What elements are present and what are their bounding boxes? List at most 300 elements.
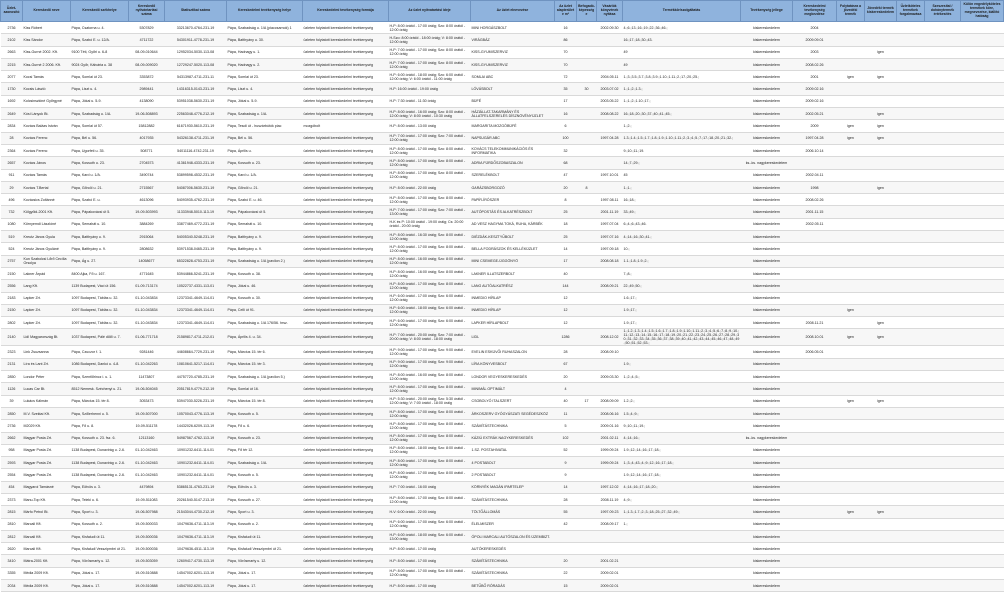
- table-cell[interactable]: 524: [1, 243, 23, 255]
- table-cell[interactable]: Pápa, Fő tér 12.: [227, 444, 303, 456]
- table-cell[interactable]: 2002.05.21: [793, 108, 837, 120]
- table-cell[interactable]: [793, 457, 837, 469]
- table-row[interactable]: [1, 469, 1004, 481]
- table-row[interactable]: [1, 371, 1004, 383]
- table-cell[interactable]: H-P: 8:00 órától - 17:00 óráig: [389, 580, 471, 592]
- table-cell[interactable]: üzleten folytatott kereskedelmi tevékenység: [303, 304, 389, 316]
- table-cell[interactable]: Média 2009 Kft.: [23, 580, 71, 592]
- table-cell[interactable]: [897, 506, 925, 518]
- table-cell[interactable]: 2009.02.01: [597, 580, 623, 592]
- table-cell[interactable]: [925, 518, 961, 530]
- table-row[interactable]: [1, 304, 1004, 316]
- table-cell[interactable]: 1999.09.24: [597, 444, 623, 456]
- table-cell[interactable]: 72: [555, 71, 577, 83]
- table-cell[interactable]: [925, 407, 961, 419]
- table-cell[interactable]: 2008.09.17: [597, 518, 623, 530]
- table-cell[interactable]: 01-10-042463: [129, 444, 165, 456]
- table-cell[interactable]: KÖRNYÉK MAGÁN IPARTELEP: [471, 481, 555, 493]
- column-header[interactable]: Szeszesital / dohánytermék értékesítés: [925, 1, 961, 22]
- table-cell[interactable]: 16: [555, 22, 577, 34]
- table-cell[interactable]: [897, 34, 925, 46]
- table-cell[interactable]: üzleten folytatott kereskedelmi tevékenység: [303, 34, 389, 46]
- table-cell[interactable]: 9: [555, 469, 577, 481]
- table-cell[interactable]: igen: [865, 181, 897, 193]
- table-cell[interactable]: 2850: [1, 407, 23, 419]
- table-cell[interactable]: H-P: 8:00 órától - 17:00 óráig; Szo: 8:00 órától - 12:00 óráig: [389, 493, 471, 505]
- table-cell[interactable]: 4771645: [129, 267, 165, 279]
- table-cell[interactable]: 2802: [1, 317, 23, 329]
- table-cell[interactable]: Pápa, Bél u. 56.: [71, 132, 129, 144]
- table-cell[interactable]: [837, 358, 865, 370]
- table-cell[interactable]: 08-09-009020: [129, 58, 165, 70]
- table-row[interactable]: [1, 46, 1004, 58]
- table-cell[interactable]: Pápa, Szabadság u. 1/A 176/56. hrsz.: [227, 317, 303, 329]
- table-cell[interactable]: 11: [555, 407, 577, 419]
- table-cell[interactable]: [865, 157, 897, 169]
- table-cell[interactable]: Kolcsinszkiné Győrgyné: [23, 95, 71, 107]
- table-cell[interactable]: 16.;17.;18.;30.;43.: [623, 34, 741, 46]
- table-cell[interactable]: [925, 469, 961, 481]
- table-cell[interactable]: [925, 444, 961, 456]
- table-cell[interactable]: 67: [555, 358, 577, 370]
- table-cell[interactable]: H-P: 6:00 órától - 18:00 óráig; Szo: 6:00 órától - 12:00 óráig; V: 6:00 órától - 11:00 óráig: [389, 71, 471, 83]
- table-cell[interactable]: kiskereskedelem: [741, 83, 793, 95]
- table-cell[interactable]: [865, 358, 897, 370]
- table-cell[interactable]: 2008.09.10: [597, 346, 623, 358]
- table-cell[interactable]: [865, 206, 897, 218]
- table-cell[interactable]: Pápa, Szabó E. u. 12/A.: [71, 34, 129, 46]
- table-cell[interactable]: [597, 34, 623, 46]
- table-cell[interactable]: 1138 Budapest, Dunavirág u. 2-6.: [71, 469, 129, 481]
- table-cell[interactable]: Pápa, Szabó E. u.: [71, 194, 129, 206]
- table-cell[interactable]: 2002.04.11: [793, 169, 837, 181]
- table-cell[interactable]: 19-09-503993: [129, 206, 165, 218]
- table-cell[interactable]: [597, 144, 623, 156]
- table-cell[interactable]: [925, 34, 961, 46]
- table-cell[interactable]: [897, 157, 925, 169]
- table-cell[interactable]: [597, 267, 623, 279]
- table-cell[interactable]: [837, 243, 865, 255]
- table-cell[interactable]: 2009.02.16: [793, 95, 837, 107]
- table-cell[interactable]: H-P: 8:00 órától - 17:00 óráig; Szo: 8:00 órától - 12:00 óráig: [389, 383, 471, 395]
- table-cell[interactable]: 19-09-511178: [129, 420, 165, 432]
- column-header[interactable]: Vásárlók könyvének nyitása: [597, 1, 623, 22]
- table-cell[interactable]: [925, 567, 961, 579]
- table-cell[interactable]: 2008.06.16: [597, 407, 623, 419]
- table-cell[interactable]: [865, 83, 897, 95]
- table-cell[interactable]: [837, 518, 865, 530]
- table-cell[interactable]: 53865131-4763-231-19: [165, 481, 227, 493]
- table-cell[interactable]: Manu-Top Kft.: [23, 493, 71, 505]
- table-cell[interactable]: 2736: [1, 420, 23, 432]
- table-cell[interactable]: [865, 243, 897, 255]
- table-cell[interactable]: 144: [555, 280, 577, 292]
- table-cell[interactable]: üzleten folytatott kereskedelmi tevékenység: [303, 194, 389, 206]
- table-cell[interactable]: 20517819-4779-212-19: [165, 383, 227, 395]
- table-cell[interactable]: kiskereskedelem: [741, 493, 793, 505]
- table-cell[interactable]: Pápa, Április 4. u. 34.: [227, 329, 303, 346]
- table-cell[interactable]: 1.9.;: [623, 358, 741, 370]
- table-cell[interactable]: [865, 255, 897, 267]
- table-cell[interactable]: [865, 543, 897, 555]
- table-cell[interactable]: H-P: 8:00 órától - 17:00 óráig; Szo: 8:00 órától - 12:00 óráig: [389, 169, 471, 181]
- table-cell[interactable]: 14: [555, 243, 577, 255]
- table-cell[interactable]: H-P: 8:00 órától - 17:00 óráig; Szo: 8:00 órától - 12:00 óráig: [389, 194, 471, 206]
- table-cell[interactable]: üzleten folytatott kereskedelmi tevékenység: [303, 181, 389, 193]
- column-header[interactable]: Külön engedélyköteles termékek köre, megnevezése, kiállító hatóság: [961, 1, 1004, 22]
- table-cell[interactable]: 68: [555, 157, 577, 169]
- table-cell[interactable]: 16: [555, 108, 577, 120]
- table-cell[interactable]: Kiss Sándor: [23, 34, 71, 46]
- table-cell[interactable]: [577, 58, 597, 70]
- table-cell[interactable]: 1.;1.3.;1.7.;2.;3.;18.;25.;27.;32.;49.;: [623, 506, 741, 518]
- table-cell[interactable]: üzleten folytatott kereskedelmi tevékenység: [303, 506, 389, 518]
- table-cell[interactable]: 2215: [1, 58, 23, 70]
- table-cell[interactable]: SZERELÉKBOLT: [471, 169, 555, 181]
- table-cell[interactable]: [897, 108, 925, 120]
- table-cell[interactable]: 2757: [1, 255, 23, 267]
- table-cell[interactable]: [865, 304, 897, 316]
- table-cell[interactable]: kiskereskedelem: [741, 22, 793, 34]
- table-cell[interactable]: 1.;2.;4.;5.;: [623, 371, 741, 383]
- table-cell[interactable]: 54313987-4711-231-11: [165, 71, 227, 83]
- table-cell[interactable]: [793, 518, 837, 530]
- table-cell[interactable]: 19-09-510888: [129, 567, 165, 579]
- table-cell[interactable]: 4138090: [129, 95, 165, 107]
- table-cell[interactable]: H-P: 8:00 órától - 17:00 óráig; Szo: 8:00 órától - 12:00 óráig: [389, 22, 471, 34]
- table-cell[interactable]: H-P: 8:00 órától - 17:00 óráig; Szo: 8:00 órától - 12:00 óráig: [389, 243, 471, 255]
- table-cell[interactable]: Pápa, Kisfaludi Vesszipmbrí út 21.: [227, 543, 303, 555]
- table-cell[interactable]: [623, 383, 741, 395]
- table-cell[interactable]: 01-06-771718: [129, 329, 165, 346]
- table-cell[interactable]: [577, 132, 597, 144]
- table-cell[interactable]: 10901232-6411-114-01: [165, 457, 227, 469]
- table-cell[interactable]: [577, 108, 597, 120]
- table-cell[interactable]: kiskereskedelem: [741, 243, 793, 255]
- table-cell[interactable]: [623, 580, 741, 592]
- table-cell[interactable]: kiskereskedelem: [741, 132, 793, 144]
- table-cell[interactable]: 19-06-508893: [129, 108, 165, 120]
- table-cell[interactable]: 28: [555, 493, 577, 505]
- table-cell[interactable]: [837, 457, 865, 469]
- table-cell[interactable]: [623, 567, 741, 579]
- table-cell[interactable]: [597, 157, 623, 169]
- table-cell[interactable]: [961, 218, 1004, 230]
- table-cell[interactable]: [925, 317, 961, 329]
- table-cell[interactable]: [577, 169, 597, 181]
- table-cell[interactable]: [793, 493, 837, 505]
- table-cell[interactable]: 2008.09.21: [597, 280, 623, 292]
- table-cell[interactable]: H-P: 8:00 órától - 17:00 óráig; Szo: 8:00 órától - 12:00 óráig: [389, 432, 471, 444]
- table-cell[interactable]: Magyar Posta Zrt.: [23, 457, 71, 469]
- table-cell[interactable]: üzleten folytatott kereskedelmi tevékenység: [303, 543, 389, 555]
- table-cell[interactable]: [961, 169, 1004, 181]
- table-row[interactable]: [1, 329, 1004, 346]
- table-cell[interactable]: [925, 157, 961, 169]
- table-cell[interactable]: LAKNER ILLATSZERBOLT: [471, 267, 555, 279]
- table-cell[interactable]: 2150: [1, 304, 23, 316]
- table-cell[interactable]: H-P: 8:00 órától - 16:00 óráig; Szo: 8:00 órától - 12:00 óráig: [389, 267, 471, 279]
- table-cell[interactable]: [837, 34, 865, 46]
- table-cell[interactable]: Pápa, Szabadság u. 1/A.: [227, 457, 303, 469]
- table-cell[interactable]: 2008.08.22: [597, 108, 623, 120]
- table-cell[interactable]: [577, 292, 597, 304]
- table-cell[interactable]: 16.;18.;: [623, 194, 741, 206]
- table-cell[interactable]: [925, 493, 961, 505]
- table-cell[interactable]: 14316315-0143-231-19: [165, 83, 227, 95]
- table-cell[interactable]: Kovács Tamás: [23, 169, 71, 181]
- table-cell[interactable]: Pápa, Fő u. 6.: [227, 420, 303, 432]
- table-cell[interactable]: [961, 22, 1004, 34]
- table-cell[interactable]: üzleten folytatott kereskedelmi tevékenység: [303, 95, 389, 107]
- table-cell[interactable]: [577, 267, 597, 279]
- table-cell[interactable]: üzleten folytatott kereskedelmi tevékenység: [303, 46, 389, 58]
- table-cell[interactable]: [897, 169, 925, 181]
- table-cell[interactable]: 19-09-507000: [129, 407, 165, 419]
- table-cell[interactable]: KISS-GYUMISZERVIZ: [471, 58, 555, 70]
- table-cell[interactable]: kiskereskedelem: [741, 58, 793, 70]
- table-cell[interactable]: TÖLTŐÁLLOMÁS: [471, 506, 555, 518]
- table-cell[interactable]: [961, 469, 1004, 481]
- table-cell[interactable]: Kiss-Gurné 2 2006. Kft.: [23, 58, 71, 70]
- column-header[interactable]: Tevékenység jellege: [741, 1, 793, 22]
- table-cell[interactable]: [925, 22, 961, 34]
- table-cell[interactable]: kiskereskedelem: [741, 457, 793, 469]
- table-cell[interactable]: kiskereskedelem: [741, 267, 793, 279]
- table-cell[interactable]: 29: [1, 181, 23, 193]
- table-cell[interactable]: kiskereskedelem: [741, 383, 793, 395]
- table-cell[interactable]: 16.;18.;20.;30.;37.;40.;41.;45.;: [623, 108, 741, 120]
- table-cell[interactable]: H-P: 7:00 órától - 17:00 óráig; Szo: 7:00 órától - 12:00 óráig: [389, 132, 471, 144]
- table-cell[interactable]: [793, 267, 837, 279]
- table-cell[interactable]: [793, 243, 837, 255]
- table-cell[interactable]: [597, 304, 623, 316]
- table-cell[interactable]: [577, 420, 597, 432]
- table-cell[interactable]: Kreutz János Gyuláné: [23, 243, 71, 255]
- table-cell[interactable]: 2009.03.30: [597, 371, 623, 383]
- table-cell[interactable]: Pápa, Tesoli út - huszárbútók piac: [227, 120, 303, 132]
- table-cell[interactable]: 519: [1, 231, 23, 243]
- table-cell[interactable]: 2663: [1, 46, 23, 58]
- table-cell[interactable]: 1.;3.;3.5.;3.7.;3.8.;3.9.;1.10.;1.11.;2.;17.;20.;25.;: [623, 71, 741, 83]
- table-cell[interactable]: 2009.01.16: [597, 420, 623, 432]
- table-cell[interactable]: [597, 58, 623, 70]
- table-cell[interactable]: kiskereskedelem: [741, 481, 793, 493]
- table-cell[interactable]: [597, 46, 623, 58]
- table-cell[interactable]: LÓVÁSBOLT: [471, 83, 555, 95]
- table-cell[interactable]: kiskereskedelem: [741, 518, 793, 530]
- column-header[interactable]: Termékkör/szolgáltatás: [623, 1, 741, 22]
- table-cell[interactable]: Pápa, Jókai u. 17.: [71, 580, 129, 592]
- table-cell[interactable]: Pápa, Gőrcöl u. 21.: [71, 181, 129, 193]
- table-row[interactable]: [1, 206, 1004, 218]
- table-cell[interactable]: [837, 469, 865, 481]
- table-cell[interactable]: Pápa, Szentlőrincz i. u. 1.: [71, 371, 129, 383]
- table-cell[interactable]: 2001: [793, 71, 837, 83]
- table-cell[interactable]: kiskereskedelem: [741, 317, 793, 329]
- table-cell[interactable]: 53971538-0465-231-19: [165, 243, 227, 255]
- table-cell[interactable]: 54093935-4762-231-19: [165, 194, 227, 206]
- table-cell[interactable]: 4.;14.;16.;17.;18.;20.;: [623, 481, 741, 493]
- table-cell[interactable]: INMEDIO HÍRLAP: [471, 304, 555, 316]
- table-cell[interactable]: H-P: 9:00 órától - 17:00 óráig; Szo: 9:00 órától - 12:00 óráig: [389, 346, 471, 358]
- table-cell[interactable]: üzleten folytatott kereskedelmi tevékenység: [303, 481, 389, 493]
- table-cell[interactable]: igen: [837, 329, 865, 346]
- table-cell[interactable]: HÁZIÁLLAT-TAKARMÁNY ÉS ÁLLATFELSZERELÉS DÍSZNÖVÉNYÜZLET: [471, 108, 555, 120]
- table-cell[interactable]: 49: [623, 46, 741, 58]
- table-cell[interactable]: 54087006-5630-231-19: [165, 181, 227, 193]
- table-cell[interactable]: [925, 580, 961, 592]
- table-cell[interactable]: üzleten folytatott kereskedelmi tevékenység: [303, 580, 389, 592]
- table-cell[interactable]: Pápa, Kossuth u. 23. fsz. 6.: [71, 432, 129, 444]
- table-cell[interactable]: Pápa, Szabadság u. 1/A (pavilon 5.): [227, 371, 303, 383]
- table-cell[interactable]: kiskereskedelem: [741, 255, 793, 267]
- table-cell[interactable]: MINI HORGÁSZBOLT: [471, 22, 555, 34]
- table-cell[interactable]: üzleten folytatott kereskedelmi tevékenység: [303, 280, 389, 292]
- table-cell[interactable]: 1.;3.;4.;43.;4.;9.;12.;16.;17.;18.;: [623, 457, 741, 469]
- table-cell[interactable]: [865, 280, 897, 292]
- table-cell[interactable]: 22: [555, 567, 577, 579]
- table-cell[interactable]: üzleten folytatott kereskedelmi tevékenység: [303, 317, 389, 329]
- table-cell[interactable]: Mátra-2001 Kft.: [23, 555, 71, 567]
- table-cell[interactable]: [961, 420, 1004, 432]
- table-cell[interactable]: [865, 95, 897, 107]
- column-header[interactable]: Az üzlet nyitvatartási ideje: [389, 1, 471, 22]
- table-cell[interactable]: [555, 543, 577, 555]
- table-cell[interactable]: H-P: 16:00 órától - 19:00 óráig: [389, 83, 471, 95]
- table-cell[interactable]: [897, 95, 925, 107]
- table-cell[interactable]: üzleten folytatott kereskedelmi tevékenység: [303, 157, 389, 169]
- table-cell[interactable]: Pápa, Somlai út 16.: [227, 383, 303, 395]
- table-cell[interactable]: Londor Péter: [23, 371, 71, 383]
- table-cell[interactable]: [577, 371, 597, 383]
- table-cell[interactable]: [837, 280, 865, 292]
- table-cell[interactable]: VIRÁGBÁZ: [471, 34, 555, 46]
- table-cell[interactable]: [897, 58, 925, 70]
- table-cell[interactable]: ks.-ks. nagykereskedelem: [741, 157, 793, 169]
- table-cell[interactable]: 14: [555, 481, 577, 493]
- table-cell[interactable]: kiskereskedelem: [741, 206, 793, 218]
- table-cell[interactable]: [837, 255, 865, 267]
- table-cell[interactable]: 01-10-042463: [129, 457, 165, 469]
- table-cell[interactable]: [961, 432, 1004, 444]
- table-cell[interactable]: [961, 555, 1004, 567]
- table-cell[interactable]: 19-06-504045: [129, 383, 165, 395]
- table-cell[interactable]: Magyaroi Tamásné: [23, 481, 71, 493]
- table-cell[interactable]: CSOBOLYÓ ITALSZERT: [471, 395, 555, 407]
- table-cell[interactable]: üzleten folytatott kereskedelmi tevékenység: [303, 83, 389, 95]
- table-cell[interactable]: H-P: 7:00 órától - 17:00 óráig; Szo: 7:00 órától - 13:00 óráig: [389, 206, 471, 218]
- table-cell[interactable]: [865, 567, 897, 579]
- table-cell[interactable]: [865, 493, 897, 505]
- table-cell[interactable]: [865, 420, 897, 432]
- table-cell[interactable]: [961, 132, 1004, 144]
- table-cell[interactable]: 2009.09.01: [793, 34, 837, 46]
- table-cell[interactable]: [961, 157, 1004, 169]
- table-cell[interactable]: 9: [555, 457, 577, 469]
- table-cell[interactable]: igen: [865, 317, 897, 329]
- column-header[interactable]: Statisztikai száma: [165, 1, 227, 22]
- table-cell[interactable]: 2009.02.01: [597, 567, 623, 579]
- table-cell[interactable]: [865, 194, 897, 206]
- table-cell[interactable]: [897, 555, 925, 567]
- table-cell[interactable]: Pápa, Somlai út 57.: [71, 120, 129, 132]
- table-cell[interactable]: üzleten folytatott kereskedelmi tevékenység: [303, 231, 389, 243]
- table-cell[interactable]: 2704573: [129, 157, 165, 169]
- table-cell[interactable]: 3053473: [129, 395, 165, 407]
- table-cell[interactable]: [961, 317, 1004, 329]
- table-cell[interactable]: üzleten folytatott kereskedelmi tevékenység: [303, 329, 389, 346]
- table-cell[interactable]: [897, 329, 925, 346]
- table-cell[interactable]: [865, 371, 897, 383]
- table-cell[interactable]: kiskereskedelem: [741, 530, 793, 542]
- table-cell[interactable]: Pápa, Március 15. tér 6.: [227, 346, 303, 358]
- table-cell[interactable]: MINI CSEMEGE-ÜGGÖNYÖ: [471, 255, 555, 267]
- table-cell[interactable]: [837, 267, 865, 279]
- table-cell[interactable]: 1997.09.18: [597, 243, 623, 255]
- table-cell[interactable]: 4613096: [129, 194, 165, 206]
- table-cell[interactable]: igen: [865, 108, 897, 120]
- table-cell[interactable]: [793, 292, 837, 304]
- table-cell[interactable]: üzleten folytatott kereskedelmi tevékenység: [303, 206, 389, 218]
- table-cell[interactable]: kiskereskedelem: [741, 358, 793, 370]
- table-cell[interactable]: [961, 181, 1004, 193]
- table-cell[interactable]: ÁRKOSZERV GYÓGYÁSZATI SEGÉDESZKÖZ: [471, 407, 555, 419]
- table-cell[interactable]: 21589817-4711-212-01: [165, 329, 227, 346]
- table-cell[interactable]: 2915064: [129, 231, 165, 243]
- table-cell[interactable]: H-P: 8:00 órától - 17:00 óráig; Szo: 8:00 órától - 12:00 óráig: [389, 420, 471, 432]
- table-cell[interactable]: [793, 506, 837, 518]
- table-cell[interactable]: [961, 34, 1004, 46]
- table-cell[interactable]: Pápa, Batthyány u. 30.: [227, 34, 303, 46]
- table-cell[interactable]: Kovácsics Zoltánné: [23, 194, 71, 206]
- table-cell[interactable]: [577, 243, 597, 255]
- table-cell[interactable]: H-P: 5:30 órától - 20:00 óráig; Szo: 5:30 órától - 12:00 óráig; V: 7:00 órától - 18:00 óráig: [389, 395, 471, 407]
- table-cell[interactable]: Pápa, Kossuth u. 2.: [71, 518, 129, 530]
- table-cell[interactable]: [925, 346, 961, 358]
- table-cell[interactable]: igen: [837, 132, 865, 144]
- table-cell[interactable]: üzleten folytatott kereskedelmi tevékenység: [303, 292, 389, 304]
- table-cell[interactable]: 54301911-4778-231-19: [165, 34, 227, 46]
- table-cell[interactable]: [577, 444, 597, 456]
- table-cell[interactable]: 2009: [793, 120, 837, 132]
- table-cell[interactable]: [961, 46, 1004, 58]
- table-cell[interactable]: KOVÁCS TELEKOMMUNIKÁCIÓS ÉS INFORMATIKA: [471, 144, 555, 156]
- table-cell[interactable]: Pápa, Ugorfeti u. 35.: [71, 144, 129, 156]
- table-cell[interactable]: [837, 444, 865, 456]
- table-cell[interactable]: igen: [837, 506, 865, 518]
- table-cell[interactable]: [961, 395, 1004, 407]
- table-cell[interactable]: [793, 444, 837, 456]
- table-row[interactable]: [1, 120, 1004, 132]
- table-cell[interactable]: üzleten folytatott kereskedelmi tevékenység: [303, 58, 389, 70]
- table-cell[interactable]: Kiss Róbert: [23, 22, 71, 34]
- table-cell[interactable]: 1.;2.;: [623, 120, 741, 132]
- table-cell[interactable]: LONDOR VEGYESKERESKEDÉS: [471, 371, 555, 383]
- table-cell[interactable]: H-P: 6:00 órától - 17:00 óráig; Szo: 6:00 órától - 12:00 óráig: [389, 518, 471, 530]
- table-cell[interactable]: [897, 194, 925, 206]
- table-cell[interactable]: 2657: [1, 157, 23, 169]
- column-header[interactable]: Az üzlet elnevezése: [471, 1, 555, 22]
- table-cell[interactable]: 19-09-500036: [129, 530, 165, 542]
- table-cell[interactable]: 12: [555, 317, 577, 329]
- table-cell[interactable]: [961, 95, 1004, 107]
- table-cell[interactable]: kiskereskedelem: [741, 181, 793, 193]
- table-cell[interactable]: [961, 371, 1004, 383]
- table-cell[interactable]: Pápa, Batthyány u. 9.: [227, 231, 303, 243]
- table-cell[interactable]: [793, 481, 837, 493]
- table-cell[interactable]: [897, 304, 925, 316]
